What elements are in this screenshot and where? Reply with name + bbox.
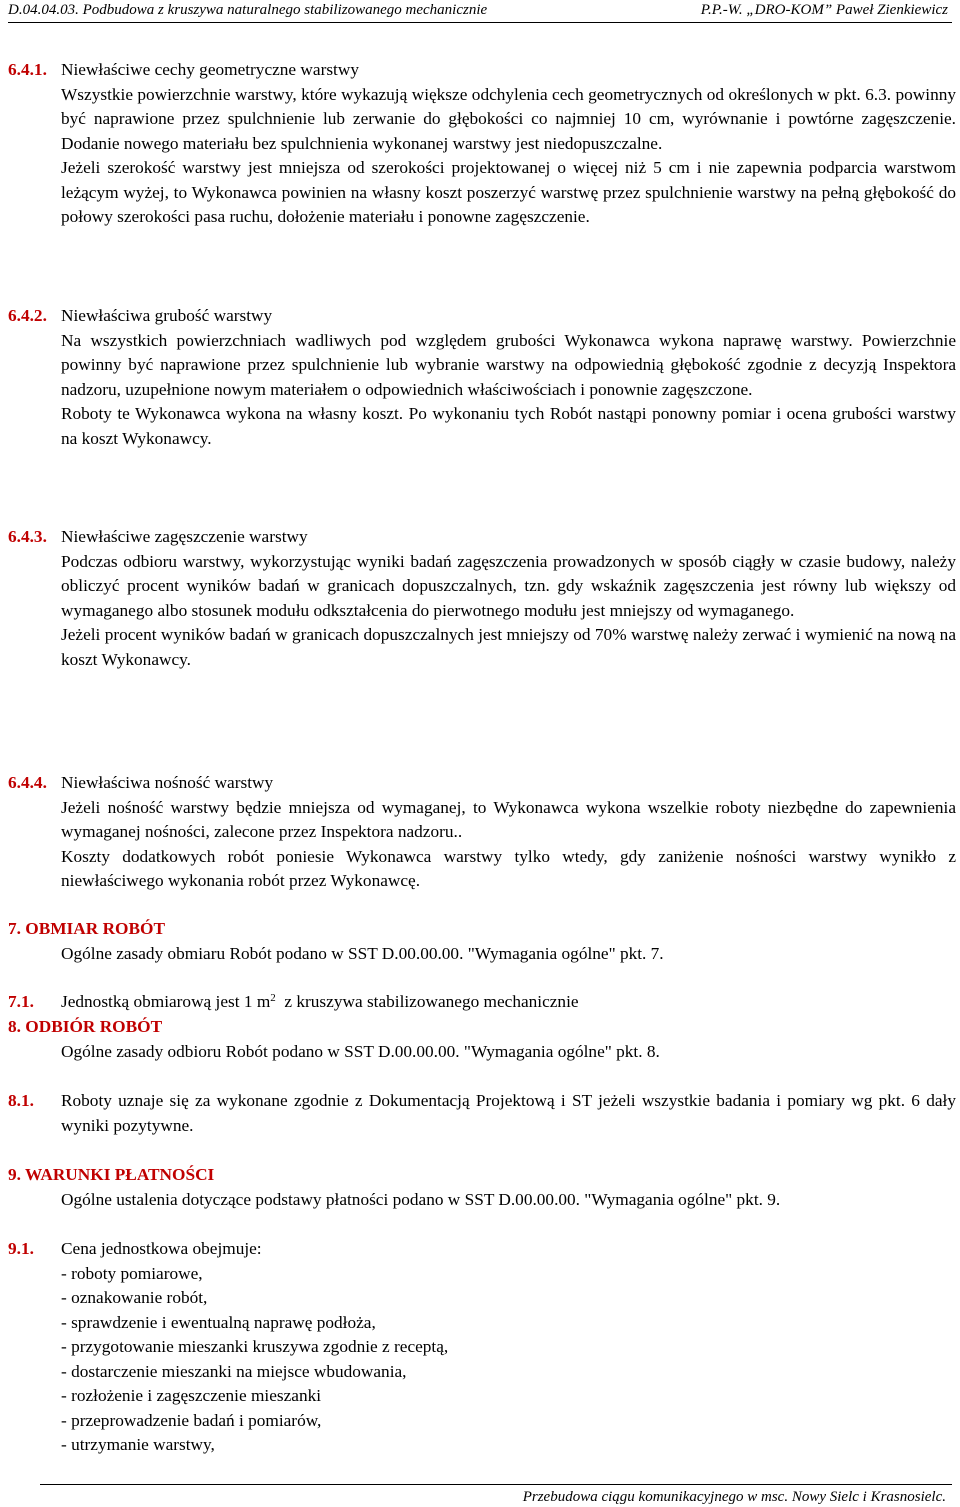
- section-6-4-4: [8, 771, 956, 894]
- chapter-heading: 8. ODBIÓR ROBÓT: [8, 1017, 163, 1036]
- chapter-heading: 7. OBMIAR ROBÓT: [8, 919, 165, 938]
- paragraph: Cena jednostkowa obejmuje:: [61, 1239, 262, 1258]
- section-9-1: [8, 1237, 956, 1458]
- section-7: [8, 917, 956, 966]
- section-8-1: [8, 1089, 956, 1138]
- section-9: [8, 1163, 956, 1212]
- paragraph: Podczas odbioru warstwy, wykorzystując wyniki badań zagęszczenia prowadzonych w sposób ciągły w czasie budowy, należy obliczyć procent wyników badań w granicach dopuszczalnych, tzn. gdy wskaźnik zagęszczenia jest równy lub większy od wymaganego albo stosunek modułu odkształcenia do pierwotnego modułu jest mniejszy od wymaganego.: [61, 551, 956, 620]
- list-item: - utrzymanie warstwy,: [61, 1435, 215, 1454]
- paragraph: Ogólne ustalenia dotyczące podstawy płatności podano w SST D.00.00.00. "Wymagania ogólne" pkt. 9.: [61, 1189, 781, 1209]
- section-number: 7.1.: [8, 992, 34, 1011]
- paragraph: Wszystkie powierzchnie warstwy, które wykazują większe odchylenia cech geometrycznych od określonych w pkt. 6.3. powinny być naprawione przez spulchnienie lub zerwanie do głębokości co najmniej 10 cm, wyrównanie i powtórne zagęszczenie. Dodanie nowego materiału bez spulchnienia wykonanej warstwy jest niedopuszczalne.: [61, 84, 956, 153]
- section-6-4-3: [8, 525, 956, 672]
- chapter-heading: 9. WARUNKI PŁATNOŚCI: [8, 1165, 215, 1184]
- unit-text-rest: z kruszywa stabilizowanego mechanicznie: [284, 992, 579, 1011]
- cost-items-list: [61, 1262, 956, 1458]
- section-6-4-1: [8, 58, 956, 230]
- paragraph: Jeżeli procent wyników badań w granicach dopuszczalnych jest mniejszy od 70% warstwę należy zerwać i wymienić na nową na koszt Wykonawcy.: [61, 625, 956, 669]
- section-6-4-2: [8, 304, 956, 451]
- section-number: 6.4.1.: [8, 60, 47, 79]
- section-title: Niewłaściwe zagęszczenie warstwy: [61, 527, 308, 546]
- paragraph: Ogólne zasady odbioru Robót podano w SST D.00.00.00. "Wymagania ogólne" pkt. 8.: [61, 1041, 660, 1061]
- list-item: - przygotowanie mieszanki kruszywa zgodnie z receptą,: [61, 1337, 449, 1356]
- section-number: 6.4.3.: [8, 527, 47, 546]
- list-item: - oznakowanie robót,: [61, 1288, 208, 1307]
- unit-exponent: 2: [270, 992, 276, 1004]
- page-footer: [40, 1484, 952, 1507]
- section-8: [8, 1015, 956, 1064]
- list-item: - dostarczenie mieszanki na miejsce wbudowania,: [61, 1361, 407, 1381]
- paragraph: Roboty te Wykonawca wykona na własny koszt. Po wykonaniu tych Robót nastąpi ponowny pomiar i ocena grubości warstwy na koszt Wykonawcy.: [61, 404, 956, 448]
- list-item: - rozłożenie i zagęszczenie mieszanki: [61, 1386, 322, 1405]
- header-company: P.P.-W. „DRO-KOM” Paweł Zienkiewicz: [700, 2, 948, 18]
- paragraph: Jeżeli szerokość warstwy jest mniejsza od szerokości projektowanej o więcej niż 5 cm i nie zapewnia podparcia warstwom leżącym wyżej, to Wykonawca powinien na własny koszt poszerzyć warstwę przez spulchnienie warstwy na pełną głębokość do połowy szerokości pasa ruchu, dołożenie materiału i ponowne zagęszczenie.: [61, 158, 956, 226]
- paragraph: Jeżeli nośność warstwy będzie mniejsza od wymaganej, to Wykonawca wykona wszelkie roboty niezbędne do zapewnienia wymaganej nośności, zalecone przez Inspektora nadzoru..: [61, 797, 956, 841]
- section-7-1: [8, 990, 956, 1015]
- section-number: 9.1.: [8, 1239, 34, 1258]
- list-item: - przeprowadzenie badań i pomiarów,: [61, 1410, 322, 1430]
- list-item: - sprawdzenie i ewentualną naprawę podłoża,: [61, 1312, 376, 1332]
- page-header: [8, 0, 952, 23]
- header-spec-title: D.04.04.03. Podbudowa z kruszywa naturalnego stabilizowanego mechanicznie: [8, 2, 488, 18]
- paragraph: Na wszystkich powierzchniach wadliwych pod względem grubości Wykonawca wykona naprawę warstwy. Powierzchnie powinny być naprawione przez spulchnienie lub wybranie warstwy na odpowiednią głębokość zgodnie z decyzją Inspektora nadzoru, uzupełnione nowym materiałem o odpowiednich właściwościach i ponownie zagęszczone.: [61, 330, 956, 399]
- section-title: Niewłaściwa grubość warstwy: [61, 306, 273, 325]
- section-title: Niewłaściwe cechy geometryczne warstwy: [61, 60, 359, 79]
- paragraph: Ogólne zasady obmiaru Robót podano w SST D.00.00.00. "Wymagania ogólne" pkt. 7.: [61, 943, 664, 963]
- section-number: 6.4.2.: [8, 306, 47, 325]
- list-item: - roboty pomiarowe,: [61, 1263, 203, 1283]
- section-number: 6.4.4.: [8, 773, 47, 792]
- paragraph: Koszty dodatkowych robót poniesie Wykonawca warstwy tylko wtedy, gdy zaniżenie nośności warstwy wynikło z niewłaściwego wykonania robót przez Wykonawcę.: [61, 846, 956, 890]
- paragraph: Roboty uznaje się za wykonane zgodnie z Dokumentacją Projektową i ST jeżeli wszystkie badania i pomiary wg pkt. 6 dały wyniki pozytywne.: [61, 1091, 956, 1135]
- footer-project-title: Przebudowa ciągu komunikacyjnego w msc. Nowy Sielc i Krasnosielc.: [522, 1489, 946, 1505]
- section-number: 8.1.: [8, 1091, 34, 1110]
- unit-text: Jednostką obmiarową jest 1 m: [61, 992, 271, 1011]
- section-title: Niewłaściwa nośność warstwy: [61, 773, 274, 792]
